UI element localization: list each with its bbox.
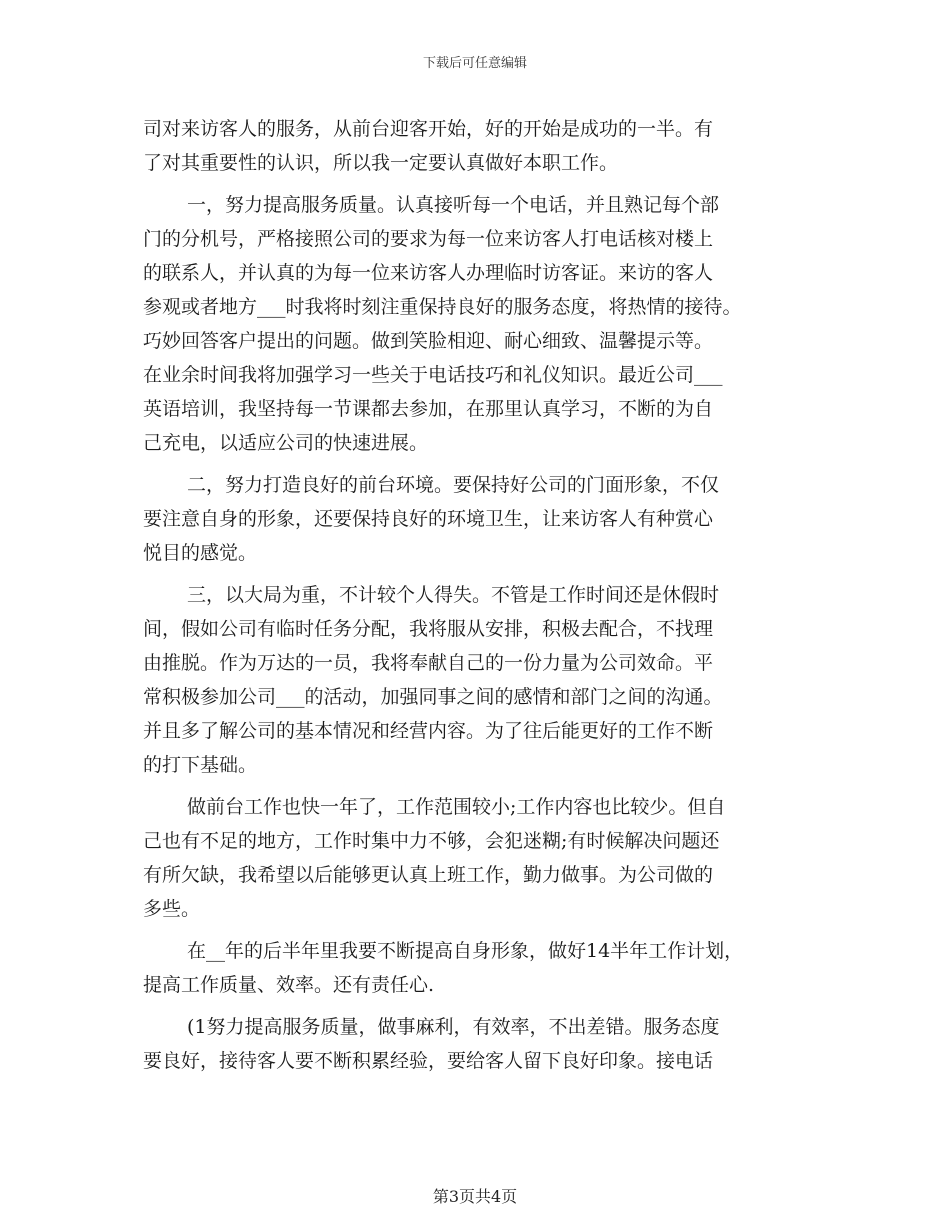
text-line: 并且多了解公司的基本情况和经营内容。为了往后能更好的工作不断 [143, 720, 714, 742]
text-line: 巧妙回答客户提出的问题。做到笑脸相迎、耐心细致、温馨提示等。 [143, 330, 714, 352]
document-body [143, 112, 823, 1078]
text-line: 在__年的后半年里我要不断提高自身形象，做好14半年工作计划， [187, 940, 744, 962]
page-header: 下载后可任意编辑 [422, 56, 527, 71]
text-line: 己充电，以适应公司的快速进展。 [143, 432, 429, 454]
text-line: 提高工作质量、效率。还有责任心. [143, 974, 435, 996]
text-line: 要注意自身的形象，还要保持良好的环境卫生，让来访客人有种赏心 [143, 508, 714, 530]
text-line: 二，努力打造良好的前台环境。要保持好公司的门面形象，不仅 [187, 474, 720, 496]
text-line: 的打下基础。 [143, 754, 258, 776]
text-line: 一，努力提高服务质量。认真接听每一个电话，并且熟记每个部 [187, 194, 720, 216]
text-line: 参观或者地方___时我将时刻注重保持良好的服务态度，将热情的接待。 [143, 296, 742, 318]
text-line: 三，以大局为重，不计较个人得失。不管是工作时间还是休假时 [187, 584, 720, 606]
text-line: 常积极参加公司___的活动，加强同事之间的感情和部门之间的沟通。 [143, 686, 723, 708]
text-line: 有所欠缺，我希望以后能够更认真上班工作，勤力做事。为公司做的 [143, 864, 714, 886]
text-line: 司对来访客人的服务，从前台迎客开始，好的开始是成功的一半。有 [143, 118, 714, 140]
page-footer: 第3页共4页 [432, 1187, 518, 1206]
text-line: (1努力提高服务质量，做事麻利，有效率，不出差错。服务态度 [187, 1016, 720, 1038]
text-line: 了对其重要性的认识，所以我一定要认真做好本职工作。 [143, 152, 619, 174]
text-line: 在业余时间我将加强学习一些关于电话技巧和礼仪知识。最近公司___ [143, 364, 723, 386]
text-line: 的联系人，并认真的为每一位来访客人办理临时访客证。来访的客人 [143, 262, 714, 284]
text-line: 间，假如公司有临时任务分配，我将服从安排，积极去配合，不找理 [143, 618, 714, 640]
text-line: 门的分机号，严格接照公司的要求为每一位来访客人打电话核对楼上 [143, 228, 714, 250]
text-line: 做前台工作也快一年了，工作范围较小;工作内容也比较少。但自 [187, 796, 726, 818]
text-line: 由推脱。作为万达的一员，我将奉献自己的一份力量为公司效命。平 [143, 652, 714, 674]
text-line: 己也有不足的地方，工作时集中力不够，会犯迷糊;有时候解决问题还 [143, 830, 720, 852]
text-line: 要良好，接待客人要不断积累经验，要给客人留下良好印象。接电话 [143, 1050, 714, 1072]
text-line: 悦目的感觉。 [143, 542, 258, 564]
text-line: 英语培训，我坚持每一节课都去参加，在那里认真学习，不断的为自 [143, 398, 714, 420]
text-line: 多些。 [143, 898, 201, 920]
